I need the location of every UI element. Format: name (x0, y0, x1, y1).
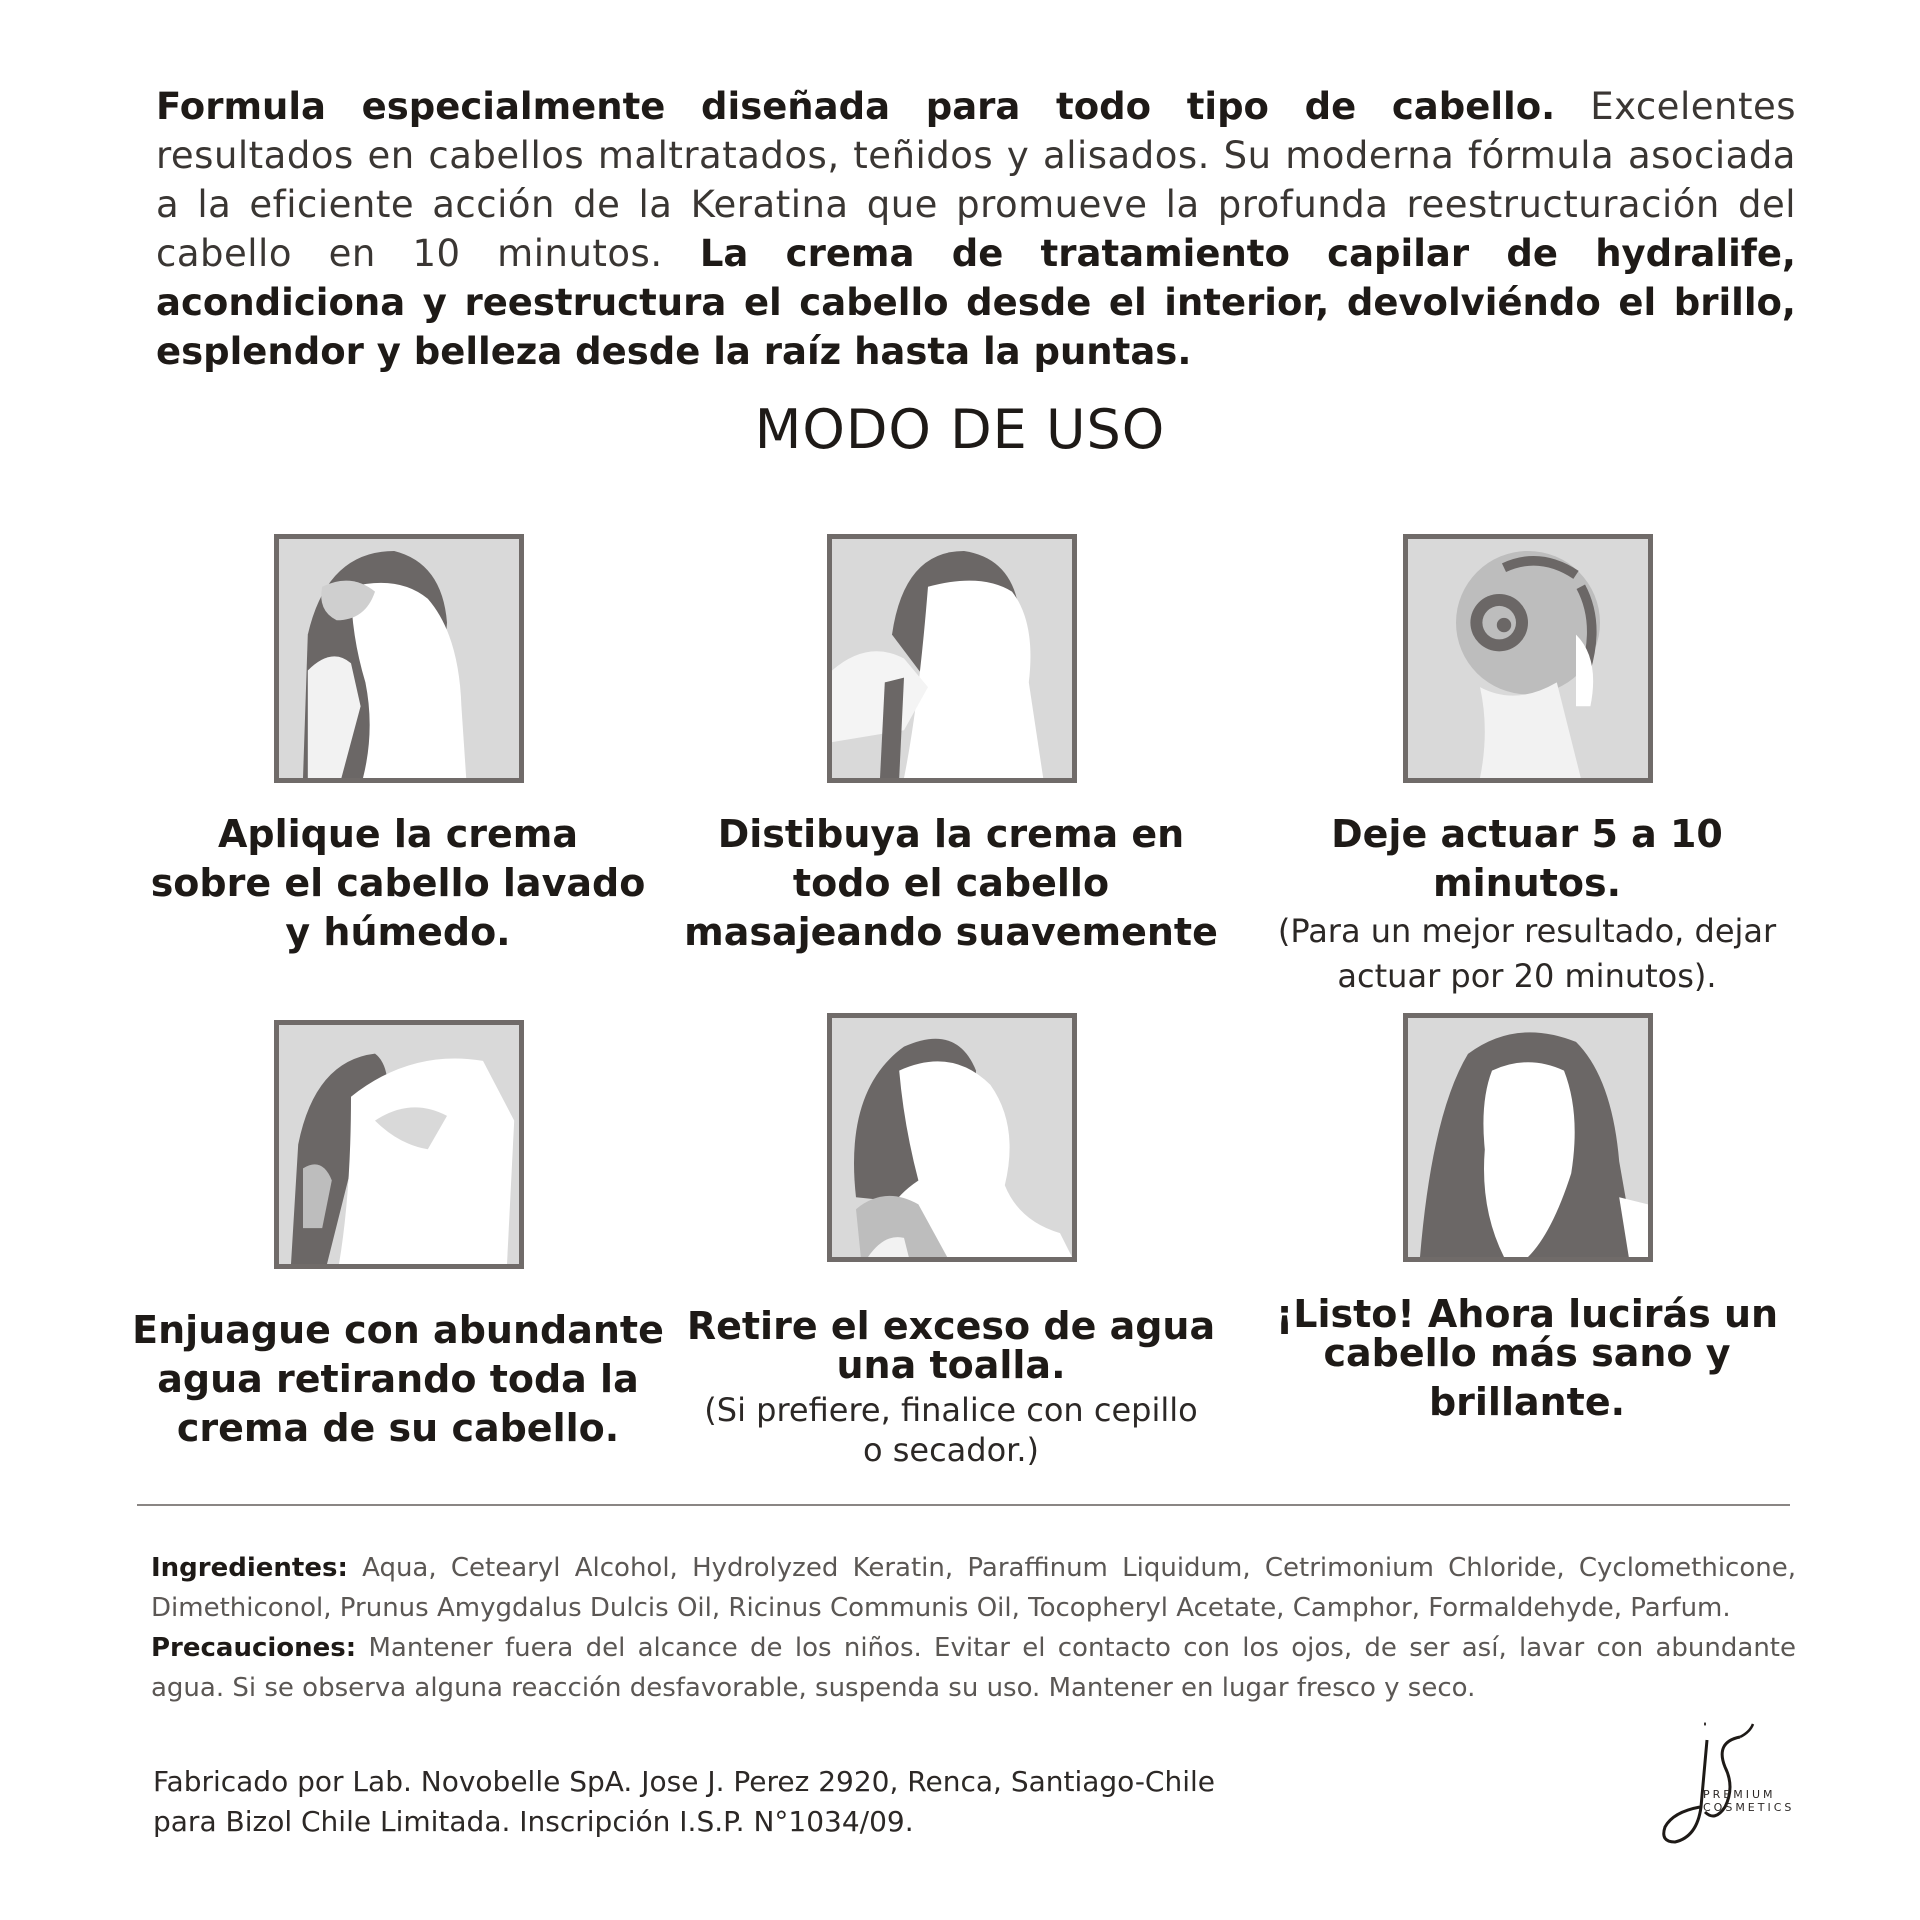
section-title: MODO DE USO (754, 398, 1166, 461)
step-1-illustration (274, 534, 524, 783)
precautions-label: Precauciones: (151, 1633, 357, 1663)
manufacturer-line-2: para Bizol Chile Limitada. Inscripción I.S.P. N°1034/09. (153, 1805, 914, 1838)
step-4-caption (128, 1306, 668, 1453)
step-3-caption (1257, 810, 1797, 1000)
step-1-line-3: y húmedo. (285, 910, 511, 954)
step-2-line-3: masajeando suavemente (684, 910, 1218, 954)
step-6-caption (1257, 1290, 1797, 1427)
logo-caption (1703, 1788, 1794, 1814)
step-1-caption (128, 810, 668, 957)
intro-bold-1: Formula especialmente diseñada para todo tipo de cabello. (156, 85, 1556, 128)
step-2-caption (681, 810, 1221, 957)
step-5-line-1: Retire el exceso de agua (686, 1304, 1216, 1348)
step-3-illustration (1403, 534, 1653, 783)
js-logo-icon (1655, 1712, 1805, 1852)
step-4-line-1: Enjuague con abundante (132, 1308, 664, 1352)
step-5-caption (681, 1302, 1221, 1470)
step-4-line-2: agua retirando toda la (157, 1357, 639, 1401)
precautions-text (151, 1628, 1796, 1708)
intro-paragraph (156, 82, 1796, 376)
precautions-body: Mantener fuera del alcance de los niños. Evitar el contacto con los ojos, de ser así, lavar con abundante agua. Si se observa alguna reacción desfavorable, suspenda su uso. Mantener en lugar fresco y seco. (151, 1633, 1796, 1703)
ingredients-text (151, 1548, 1796, 1628)
step-6-line-1: ¡Listo! Ahora lucirás un (1275, 1292, 1779, 1336)
step-5-note-2: o secador.) (862, 1431, 1040, 1469)
step-4-line-3: crema de su cabello. (176, 1406, 620, 1450)
step-2-line-2: todo el cabello (792, 861, 1110, 905)
step-6-illustration (1403, 1013, 1653, 1262)
intro-light: Excelentes resultados en cabellos maltratados, teñidos y alisados. Su moderna fórmula asociada a la eficiente acción de la Keratina que promueve la profunda reestructuración del cabello en 10 minutos. (156, 85, 1796, 275)
divider (137, 1504, 1790, 1506)
step-2-illustration (827, 534, 1077, 783)
manufacturer-line-1: Fabricado por Lab. Novobelle SpA. Jose J. Perez 2920, Renca, Santiago-Chile (153, 1765, 1216, 1798)
step-3-note-2: actuar por 20 minutos). (1337, 957, 1717, 995)
logo-line-1: PREMIUM (1703, 1788, 1776, 1801)
step-1-line-2: sobre el cabello lavado (150, 861, 646, 905)
ingredients-label: Ingredientes: (151, 1553, 348, 1583)
step-2-line-1: Distibuya la crema en (717, 812, 1185, 856)
step-5-note-1: (Si prefiere, finalice con cepillo (704, 1391, 1198, 1429)
step-6-line-2: cabello más sano y brillante. (1323, 1331, 1731, 1424)
logo-line-2: COSMETICS (1703, 1801, 1795, 1814)
intro-bold-2: La crema de tratamiento capilar de hydralife, acondiciona y reestructura el cabello desde el interior, devolviéndo el brillo, esplendor y belleza desde la raíz hasta la puntas. (156, 232, 1796, 373)
step-4-illustration (274, 1020, 524, 1269)
ingredients-list: Aqua, Cetearyl Alcohol, Hydrolyzed Keratin, Paraffinum Liquidum, Cetrimonium Chloride, Cyclomethicone, Dimethiconol, Prunus Amygdalus Dulcis Oil, Ricinus Communis Oil, Tocopheryl Acetate, Camphor, Formaldehyde, Parfum. (151, 1553, 1796, 1623)
step-3-line-1: Deje actuar 5 a 10 minutos. (1331, 812, 1723, 905)
manufacturer-info (153, 1762, 1215, 1842)
step-3-note-1: (Para un mejor resultado, dejar (1277, 912, 1777, 950)
step-5-line-2: una toalla. (836, 1343, 1066, 1387)
step-1-line-1: Aplique la crema (217, 812, 579, 856)
step-5-illustration (827, 1013, 1077, 1262)
